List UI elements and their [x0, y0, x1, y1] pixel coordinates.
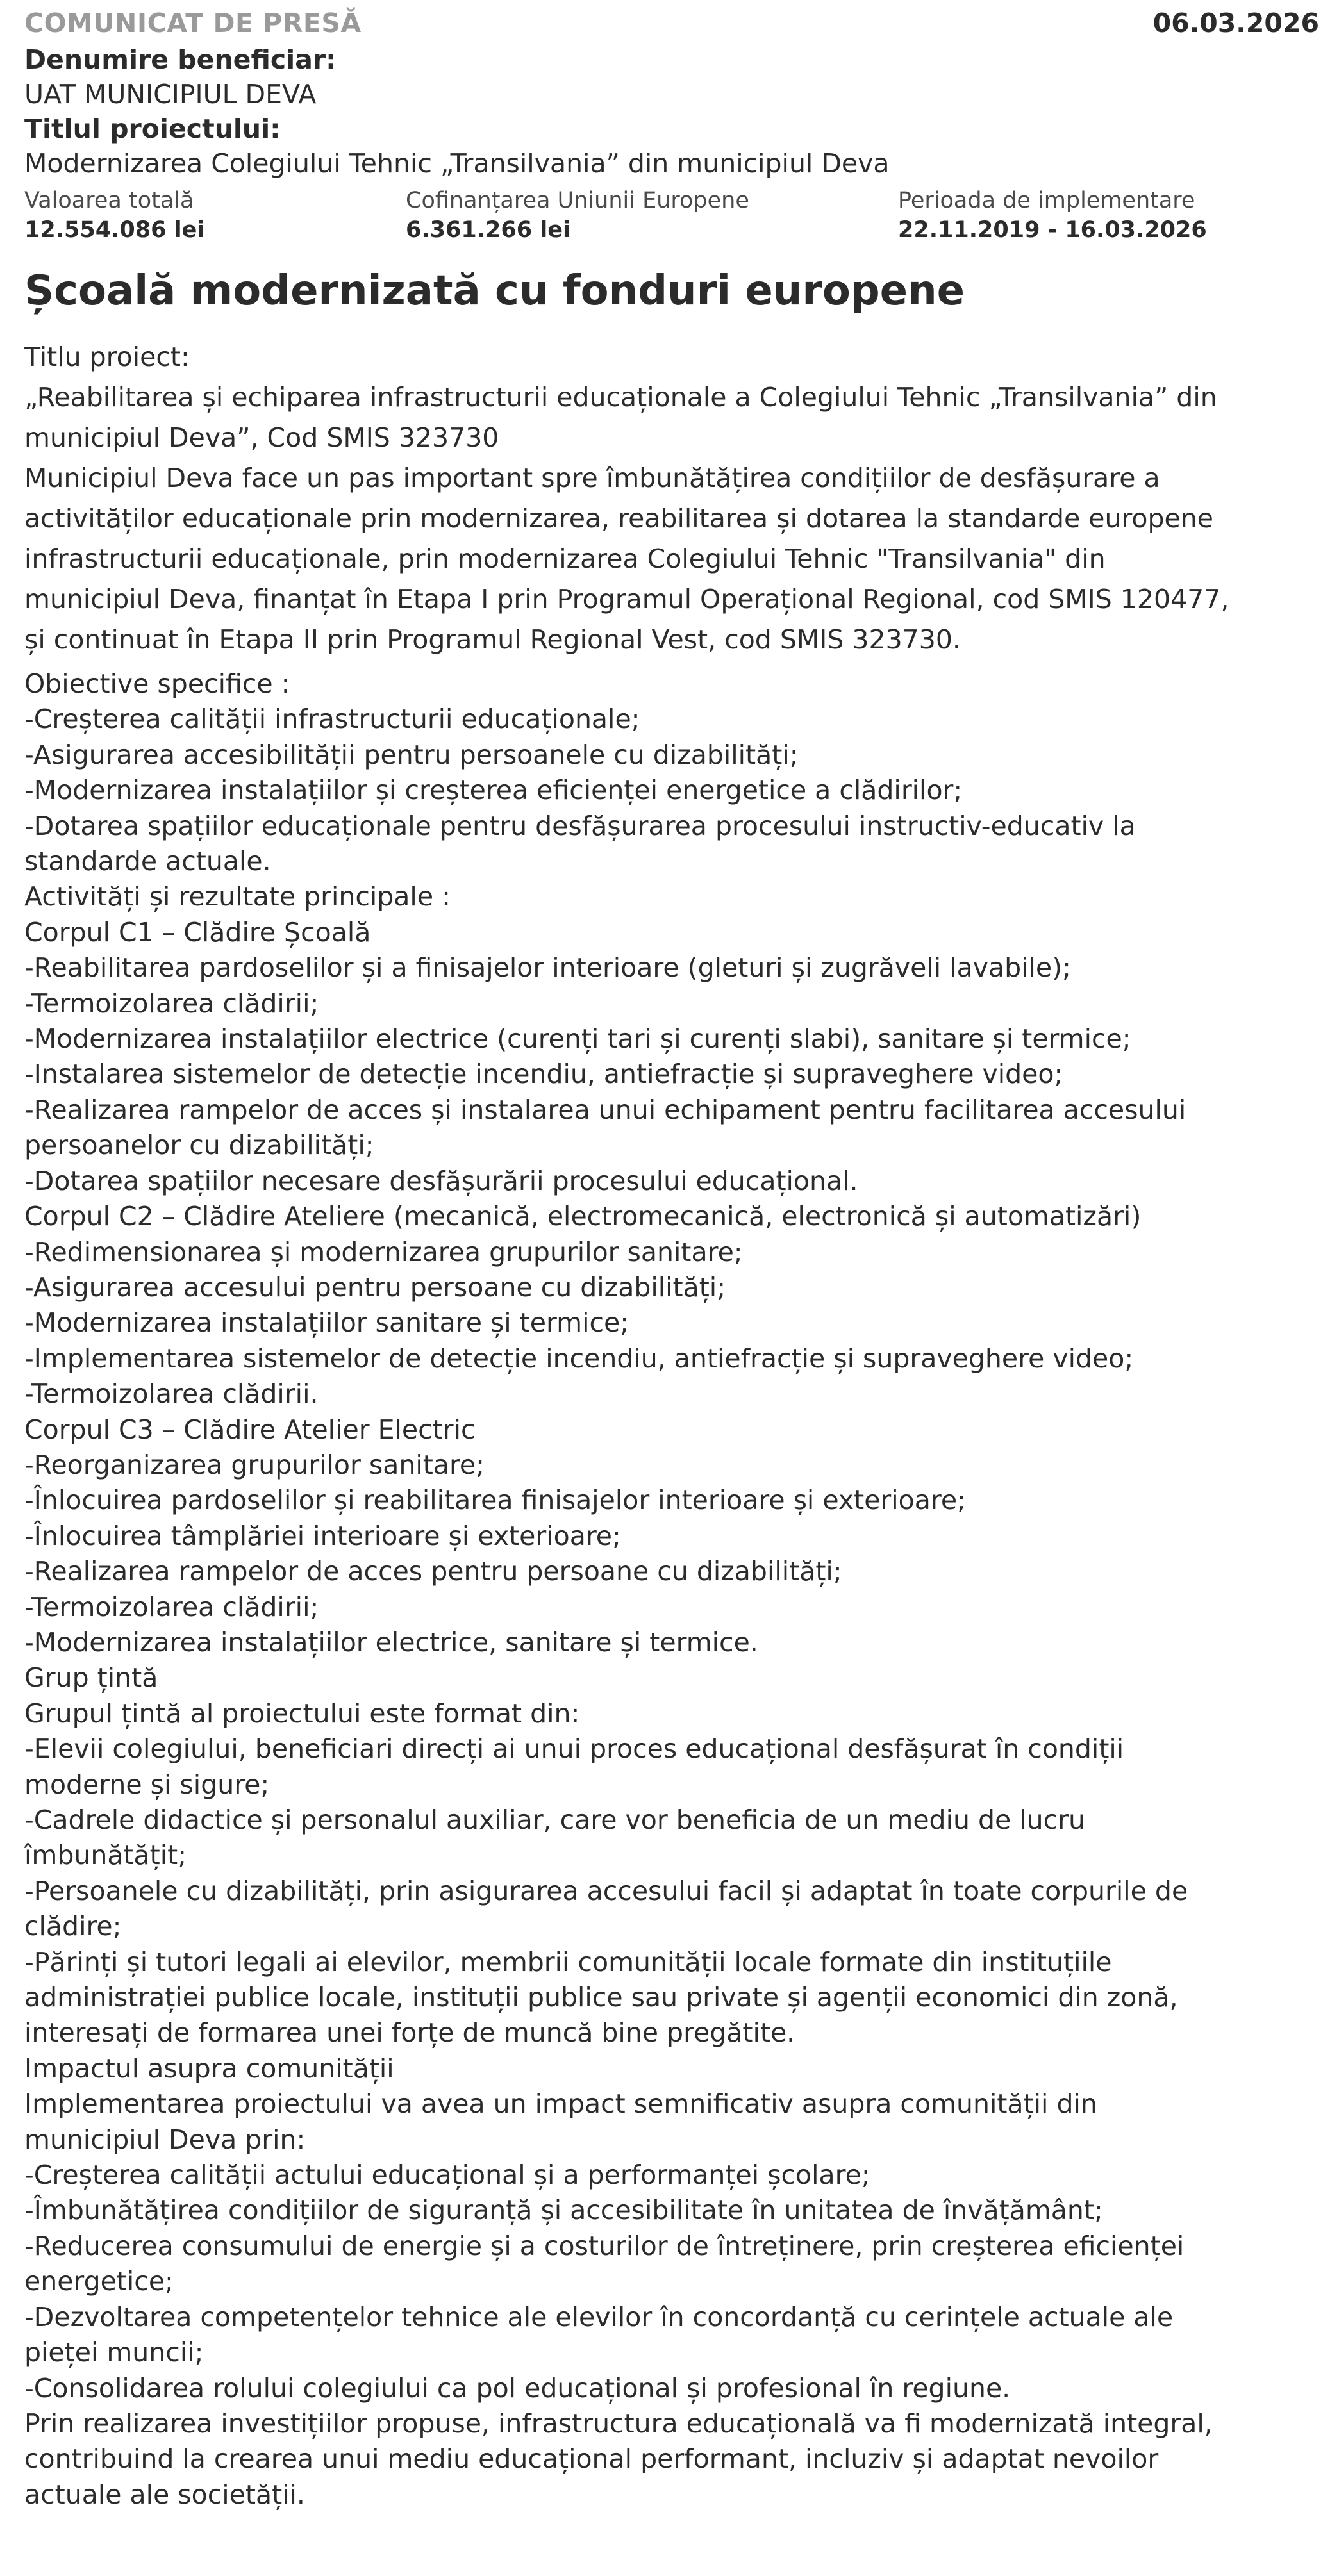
activity-item: -Dotarea spațiilor necesare desfășurării procesului educațional.	[24, 1165, 858, 1196]
activity-item: -Redimensionarea și modernizarea grupurilor sanitare;	[24, 1236, 743, 1267]
target-group-item-continued: moderne și sigure;	[24, 1769, 270, 1800]
eu-cofinancing-amount: 6.361.266 lei	[406, 217, 570, 243]
activity-item: -Instalarea sistemelor de detecție incendiu, antiefracție și supraveghere video;	[24, 1059, 1063, 1090]
target-group-heading: Grup țintă	[24, 1662, 158, 1694]
implementation-period-block	[898, 186, 1319, 245]
target-group-intro: Grupul țintă al proiectului este format din:	[24, 1697, 580, 1729]
activity-item: -Termoizolarea clădirii;	[24, 1591, 319, 1622]
intro-line: municipiul Deva, finanțat în Etapa I prin Programul Operațional Regional, cod SMIS 120477,	[24, 584, 1229, 615]
activity-item: -Modernizarea instalațiilor electrice (curenți tari și curenți slabi), sanitare și termice;	[24, 1023, 1131, 1055]
total-value-block	[24, 186, 406, 245]
activity-item: -Asigurarea accesului pentru persoane cu dizabilități;	[24, 1271, 726, 1303]
building-c3-heading: Corpul C3 – Clădire Atelier Electric	[24, 1414, 476, 1445]
project-title-section	[24, 111, 1319, 181]
intro-line: infrastructurii educaționale, prin modernizarea Colegiului Tehnic "Transilvania" din	[24, 543, 1106, 574]
project-title-value: Modernizarea Colegiului Tehnic „Transilvania” din municipiul Deva	[24, 148, 890, 179]
body-content	[24, 666, 1319, 2513]
activity-item: -Modernizarea instalațiilor electrice, sanitare și termice.	[24, 1626, 758, 1658]
impact-intro-continued: municipiul Deva prin:	[24, 2124, 306, 2155]
impact-item: -Dezvoltarea competențelor tehnice ale elevilor în concordanță cu cerințele actuale ale	[24, 2301, 1174, 2332]
impact-item: -Îmbunătățirea condițiilor de siguranță și accesibilitate în unitatea de învățământ;	[24, 2195, 1103, 2226]
conclusion-line: actuale ale societății.	[24, 2479, 305, 2510]
objectives-heading: Obiective specifice :	[24, 668, 290, 699]
document-header	[24, 0, 1319, 42]
activity-item: -Reabilitarea pardoselilor și a finisajelor interioare (gleturi și zugrăveli lavabile);	[24, 952, 1071, 984]
beneficiary-label: Denumire beneficiar:	[24, 44, 337, 75]
total-value-label: Valoarea totală	[24, 188, 194, 213]
building-c1-heading: Corpul C1 – Clădire Școală	[24, 916, 371, 948]
eu-cofinancing-label: Cofinanțarea Uniunii Europene	[406, 188, 749, 213]
total-value-amount: 12.554.086 lei	[24, 217, 205, 243]
intro-line: „Reabilitarea și echiparea infrastructurii educaționale a Colegiului Tehnic „Transilvania” din	[24, 382, 1217, 413]
beneficiary-section	[24, 42, 1319, 111]
objective-item: -Asigurarea accesibilității pentru persoanele cu dizabilități;	[24, 739, 799, 770]
objective-item: -Modernizarea instalațiilor și creșterea eficienței energetice a clădirilor;	[24, 775, 963, 806]
activity-item: -Modernizarea instalațiilor sanitare și termice;	[24, 1307, 629, 1339]
activity-item: -Realizarea rampelor de acces pentru persoane cu dizabilități;	[24, 1556, 842, 1587]
implementation-period-label: Perioada de implementare	[898, 188, 1195, 213]
target-group-item: -Părinți și tutori legali ai elevilor, membrii comunității locale formate din instituțiile	[24, 1946, 1112, 1977]
objective-item: -Dotarea spațiilor educaționale pentru desfășurarea procesului instructiv-educativ la	[24, 810, 1136, 841]
objective-item-continued: standarde actuale.	[24, 846, 271, 877]
impact-item: -Consolidarea rolului colegiului ca pol educațional și profesional în regiune.	[24, 2372, 1011, 2404]
press-release-document	[24, 0, 1319, 2576]
impact-item-continued: pieței muncii;	[24, 2337, 204, 2368]
activity-item: -Reorganizarea grupurilor sanitare;	[24, 1449, 485, 1480]
intro-line: activităților educaționale prin modernizarea, reabilitarea și dotarea la standarde europene	[24, 503, 1213, 534]
impact-heading: Impactul asupra comunității	[24, 2052, 394, 2084]
impact-intro: Implementarea proiectului va avea un impact semnificativ asupra comunității din	[24, 2088, 1097, 2120]
intro-paragraph	[24, 337, 1319, 660]
eu-cofinancing-block	[406, 186, 898, 245]
activity-item: -Înlocuirea tâmplăriei interioare și exterioare;	[24, 1520, 621, 1551]
target-group-item: -Cadrele didactice și personalul auxiliar, care vor beneficia de un mediu de lucru	[24, 1804, 1086, 1835]
intro-line: Titlu proiect:	[24, 342, 190, 372]
activity-item: -Implementarea sistemelor de detecție incendiu, antiefracție și supraveghere video;	[24, 1342, 1134, 1374]
conclusion-line: contribuind la crearea unui mediu educațional performant, incluziv și adaptat nevoilor	[24, 2443, 1159, 2475]
target-group-item-continued: îmbunătățit;	[24, 1840, 187, 1871]
press-release-label: COMUNICAT DE PRESĂ	[24, 8, 362, 38]
building-c2-heading: Corpul C2 – Clădire Ateliere (mecanică, electromecanică, electronică și automatizări)	[24, 1201, 1142, 1232]
main-title: Școală modernizată cu fonduri europene	[24, 267, 965, 315]
intro-line: Municipiul Deva face un pas important spre îmbunătățirea condițiilor de desfășurare a	[24, 463, 1160, 493]
activity-item: -Înlocuirea pardoselilor și reabilitarea finisajelor interioare și exterioare;	[24, 1485, 966, 1516]
publication-date: 06.03.2026	[1152, 8, 1319, 38]
activity-item: -Termoizolarea clădirii;	[24, 987, 319, 1019]
intro-line: municipiul Deva”, Cod SMIS 323730	[24, 422, 499, 453]
impact-item: -Reducerea consumului de energie și a costurilor de întreținere, prin creșterea eficienței	[24, 2230, 1185, 2261]
impact-item-continued: energetice;	[24, 2266, 174, 2297]
activity-item-continued: persoanelor cu dizabilități;	[24, 1130, 374, 1161]
objective-item: -Creșterea calității infrastructurii educaționale;	[24, 704, 640, 735]
activity-item: -Realizarea rampelor de acces și instalarea unui echipament pentru facilitarea accesului	[24, 1094, 1186, 1125]
impact-item: -Creșterea calității actului educațional și a performanței școlare;	[24, 2159, 870, 2191]
intro-line: și continuat în Etapa II prin Programul Regional Vest, cod SMIS 323730.	[24, 624, 961, 655]
target-group-item: -Persoanele cu dizabilități, prin asigurarea accesului facil și adaptat în toate corpurile de	[24, 1875, 1188, 1906]
activities-heading: Activități și rezultate principale :	[24, 881, 451, 912]
conclusion-line: Prin realizarea investițiilor propuse, infrastructura educațională va fi modernizată integral,	[24, 2407, 1213, 2439]
project-title-label: Titlul proiectului:	[24, 113, 281, 144]
target-group-item-continued: administrației publice locale, instituții publice sau private și agenții economici din zonă,	[24, 1982, 1178, 2013]
target-group-item-continued: interesați de formarea unei forțe de muncă bine pregătite.	[24, 2017, 795, 2049]
implementation-period-value: 22.11.2019 - 16.03.2026	[898, 217, 1207, 243]
target-group-item: -Elevii colegiului, beneficiari direcți ai unui proces educațional desfășurat în condiții	[24, 1733, 1124, 1765]
target-group-item-continued: clădire;	[24, 1911, 122, 1942]
financial-info	[24, 186, 1319, 245]
activity-item: -Termoizolarea clădirii.	[24, 1378, 319, 1410]
beneficiary-value: UAT MUNICIPIUL DEVA	[24, 79, 317, 110]
